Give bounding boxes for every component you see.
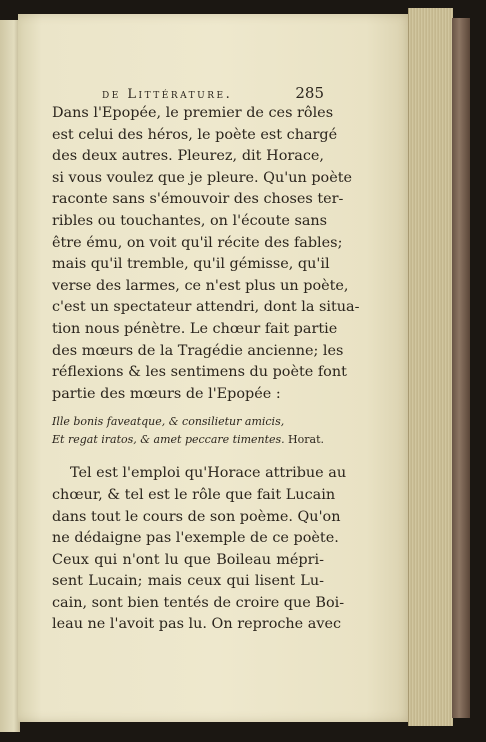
text-line: dans tout le cours de son poème. Qu'on xyxy=(52,508,341,525)
text-line: tion nous pénètre. Le chœur fait partie xyxy=(52,320,338,337)
text-line: Ceux qui n'ont lu que Boileau mépri- xyxy=(52,551,324,568)
paragraph-1 xyxy=(52,103,360,405)
text-line: c'est un spectateur attendri, dont la situa- xyxy=(52,299,360,316)
text-line: partie des mœurs de l'Epopée : xyxy=(52,385,281,402)
text-line: raconte sans s'émouvoir des choses ter- xyxy=(52,191,344,208)
text-line: Tel est l'emploi qu'Horace attribue au xyxy=(70,465,347,482)
text-line: ribles ou touchantes, on l'écoute sans xyxy=(52,212,328,229)
header-title: de Littérature. xyxy=(102,87,233,102)
quote-line-1 xyxy=(52,413,324,431)
text-line: est celui des héros, le poète est chargé xyxy=(52,126,338,143)
text-line: si vous voulez que je pleure. Qu'un poète xyxy=(52,169,353,186)
quote-text: Et regat iratos, & amet peccare timentes. xyxy=(52,433,285,447)
text-line: chœur, & tel est le rôle que fait Lucain xyxy=(52,486,336,503)
paragraph-2 xyxy=(52,463,347,636)
text-line: sent Lucain; mais ceux qui lisent Lu- xyxy=(52,573,324,590)
left-page-edge xyxy=(0,20,20,732)
page-stack xyxy=(408,8,453,726)
quote-text: Ille bonis faveatque, & consilietur amicis, xyxy=(52,415,285,429)
quote-author: Horat. xyxy=(288,433,324,447)
text-line: leau ne l'avoit pas lu. On reproche avec xyxy=(52,616,342,633)
book-cover xyxy=(452,18,470,718)
text-line: réflexions & les sentimens du poète font xyxy=(52,364,347,381)
text-block xyxy=(52,84,360,636)
text-line: être ému, on voit qu'il récite des fables; xyxy=(52,234,343,251)
text-line: verse des larmes, ce n'est plus un poète, xyxy=(52,277,349,294)
quote-line-2 xyxy=(52,431,324,449)
text-line: ne dédaigne pas l'exemple de ce poète. xyxy=(52,530,339,547)
text-line: des deux autres. Pleurez, dit Horace, xyxy=(52,148,324,165)
text-line: des mœurs de la Tragédie ancienne; les xyxy=(52,342,344,359)
text-line: mais qu'il tremble, qu'il gémisse, qu'il xyxy=(52,256,330,273)
text-line: Dans l'Epopée, le premier de ces rôles xyxy=(52,105,334,121)
latin-quote xyxy=(52,413,324,449)
page-number: 285 xyxy=(295,84,324,102)
text-line: cain, sont bien tentés de croire que Boi- xyxy=(52,594,345,611)
running-header xyxy=(52,84,324,102)
